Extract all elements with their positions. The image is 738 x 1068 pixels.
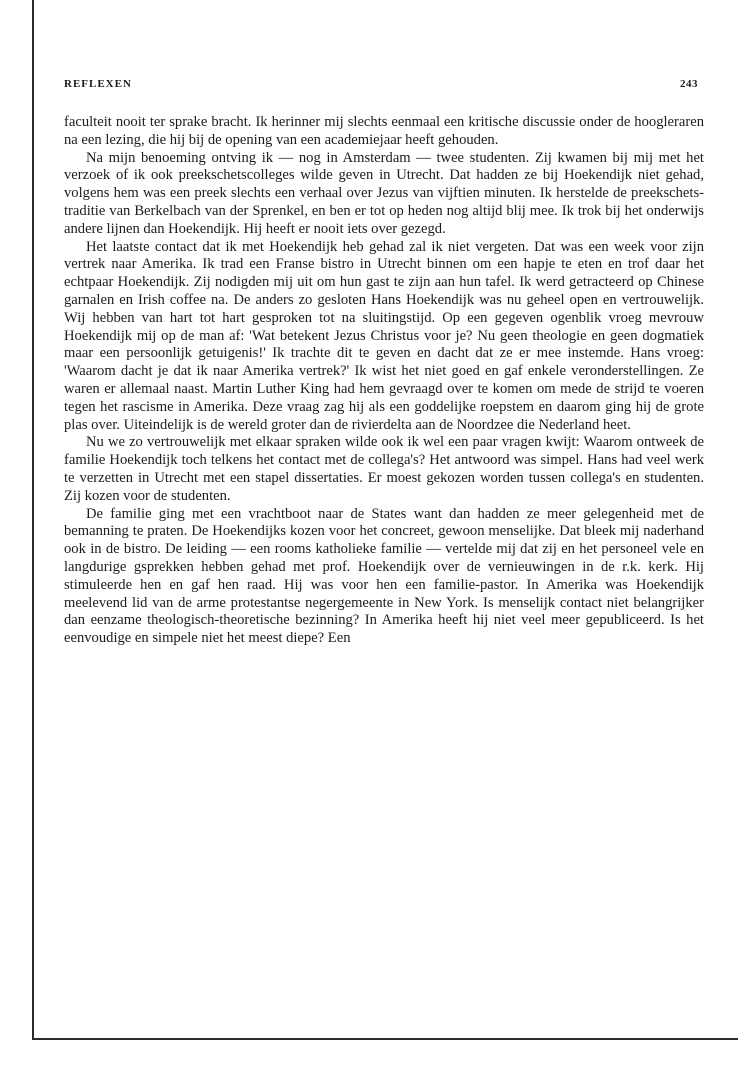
paragraph: Na mijn benoeming ontving ik — nog in Amsterdam — twee studenten. Zij kwamen bij mij met het verzoek of ik ook preekschetscolleges wilde geven in Utrecht. Dat hadden ze bij Hoekendijk niet gehad, volgens hem was een preek slechts een verhaal over Jezus van vijftien minuten. Ik herstelde de preekschets-traditie van Berkelbach van der Sprenkel, en ben er tot op heden nog altijd blij mee. Ik trok bij het onderwijs andere lijnen dan Hoekendijk. Hij heeft er nooit iets over gezegd. [64,149,704,237]
book-page [64,78,704,648]
running-title: REFLEXEN [64,78,132,90]
scan-edge-left [32,0,34,1040]
body-text [64,114,704,648]
paragraph: Het laatste contact dat ik met Hoekendijk heb gehad zal ik niet vergeten. Dat was een week voor zijn vertrek naar Amerika. Ik trad een Franse bistro in Utrecht binnen om een hapje te eten en trof daar het echtpaar Hoekendijk. Zij nodigden mij uit om hun gast te zijn aan hun tafel. Ik werd getracteerd op Chinese garnalen en Irish coffee na. De anders zo gesloten Hans Hoekendijk was nu geheel open en vertrouwelijk. Wij hebben van hart tot hart gesproken tot na sluitingstijd. Op een gegeven ogenblik vroeg mevrouw Hoekendijk mij op de man af: 'Wat betekent Jezus Christus voor je? Nu geen theologie en geen dogmatiek maar een persoonlijk getuigenis!' Ik trachte dit te geven en dacht dat ze er mee instemde. Hans vroeg: 'Waarom dacht je dat ik naar Amerika vertrek?' Ik wist het niet goed en gaf enkele veronderstellingen. Ze waren er allemaal naast. Martin Luther King had hem gevraagd over te komen om mede de strijd te voeren tegen het rascisme in Amerika. Deze vraag zag hij als een goddelijke roepstem en daarom ging hij de grote plas over. Uiteindelijk is de wereld groter dan de rivierdelta aan de Noordzee die Nederland heet. [64,238,704,433]
paragraph: Nu we zo vertrouwelijk met elkaar spraken wilde ook ik wel een paar vragen kwijt: Waarom ontweek de familie Hoekendijk toch telkens het contact met de collega's? Het antwoord was simpel. Hans had veel werk te verzetten in Utrecht met een stapel dissertaties. Er moest gekozen worden tussen collega's en studenten. Zij kozen voor de studenten. [64,434,704,504]
scan-edge-bottom [32,1038,738,1040]
paragraph: De familie ging met een vrachtboot naar de States want dan hadden ze meer gelegenheid met de bemanning te praten. De Hoekendijks kozen voor het concreet, gewoon menselijke. Dat bleek mij naderhand ook in de bistro. De leiding — een rooms katholieke familie — vertelde mij dat zij en het personeel vele en langdurige gsprekken hebben gehad met prof. Hoekendijk over de vernieuwingen in de r.k. kerk. Hij stimuleerde hen en gaf hen raad. Hij was voor hen een familie-pastor. In Amerika was Hoekendijk meelevend lid van de arme protestantse negergemeente in New York. Is menselijk contact niet belangrijker dan eenzame theologisch-theoretische bezinning? In Amerika heeft hij niet veel meer gepubliceerd. Is het eenvoudige en simpele niet het meest diepe? Een [64,505,704,647]
paragraph-continued: faculteit nooit ter sprake bracht. Ik herinner mij slechts eenmaal een kritische discussie onder de hoogleraren na een lezing, die hij bij de opening van een academiejaar heeft gehouden. [64,114,704,148]
page-number: 243 [680,78,698,90]
running-head [64,78,704,90]
